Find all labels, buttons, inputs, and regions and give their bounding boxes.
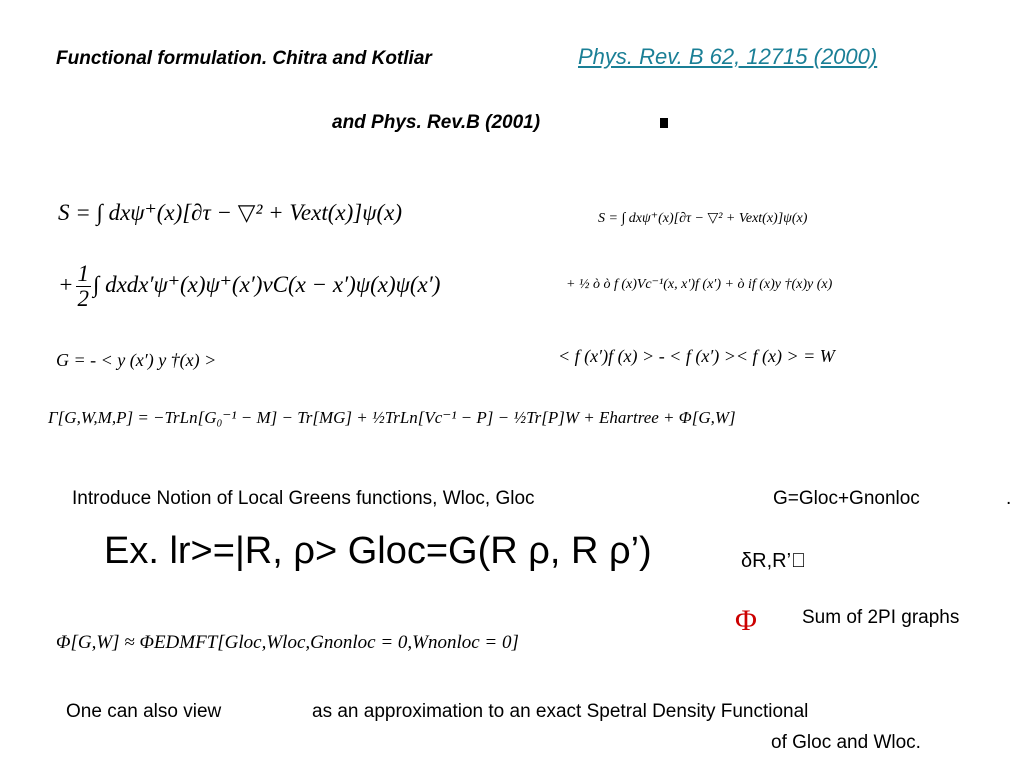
view-tail-text: of Gloc and Wloc. bbox=[771, 732, 921, 753]
phi-caption: Sum of 2PI graphs bbox=[802, 607, 960, 628]
action-equation-small: S = ∫ dxψ⁺(x)[∂τ − ▽² + Vext(x)]ψ(x) bbox=[598, 211, 808, 226]
intro-text: Introduce Notion of Local Greens functions, Wloc, Gloc bbox=[72, 488, 535, 509]
action-interaction-term: ∫ dxdx′ψ⁺(x)ψ⁺(x′)vC(x − x′)ψ(x)ψ(x′) bbox=[93, 271, 441, 297]
kronecker-delta: δR,R’  bbox=[741, 550, 807, 572]
gamma-functional: Γ[G,W,M,P] = −TrLn[G₀⁻¹ − M] − Tr[MG] + ½TrLn[Vc⁻¹ − P] − ½Tr[P]W + Ehartree + Φ[G,W] bbox=[48, 408, 736, 427]
w-def: < f (x′)f (x) > - < f (x′) >< f (x) > = W bbox=[558, 346, 835, 366]
phi-approximation: Φ[G,W] ≈ ΦEDMFT[Gloc,Wloc,Gnonloc = 0,Wnonloc = 0] bbox=[56, 632, 519, 653]
slide-title: Functional formulation. Chitra and Kotliar bbox=[56, 48, 432, 69]
action-equation-small-line2: + ½ ò ò f (x)Vc⁻¹(x, x′)f (x′) + ò if (x)y †(x)y (x) bbox=[566, 277, 833, 292]
bullet-mark bbox=[660, 118, 668, 128]
citation-link[interactable]: Phys. Rev. B 62, 12715 (2000) bbox=[578, 44, 878, 69]
action-equation-line1: S = ∫ dxψ⁺(x)[∂τ − ▽² + Vext(x)]ψ(x) bbox=[58, 200, 403, 225]
view-lead-text: One can also view bbox=[66, 701, 222, 722]
action-plus: + bbox=[58, 271, 74, 297]
phi-symbol: Φ bbox=[735, 604, 757, 637]
g-split-dot: . bbox=[1006, 488, 1012, 509]
half-fraction: $\frac{1}{2}$ bbox=[77, 261, 90, 312]
greens-function-def: G = - < y (x′) y †(x) > bbox=[56, 350, 217, 370]
slide-subtitle: and Phys. Rev.B (2001) bbox=[332, 112, 541, 133]
action-equation-line2 bbox=[58, 262, 440, 311]
example-text: Ex. lr>=|R, ρ> Gloc=G(R ρ, R ρ’) bbox=[104, 530, 652, 572]
view-rest-text: as an approximation to an exact Spetral Density Functional bbox=[312, 701, 809, 722]
g-split-text: G=Gloc+Gnonloc bbox=[773, 488, 920, 509]
